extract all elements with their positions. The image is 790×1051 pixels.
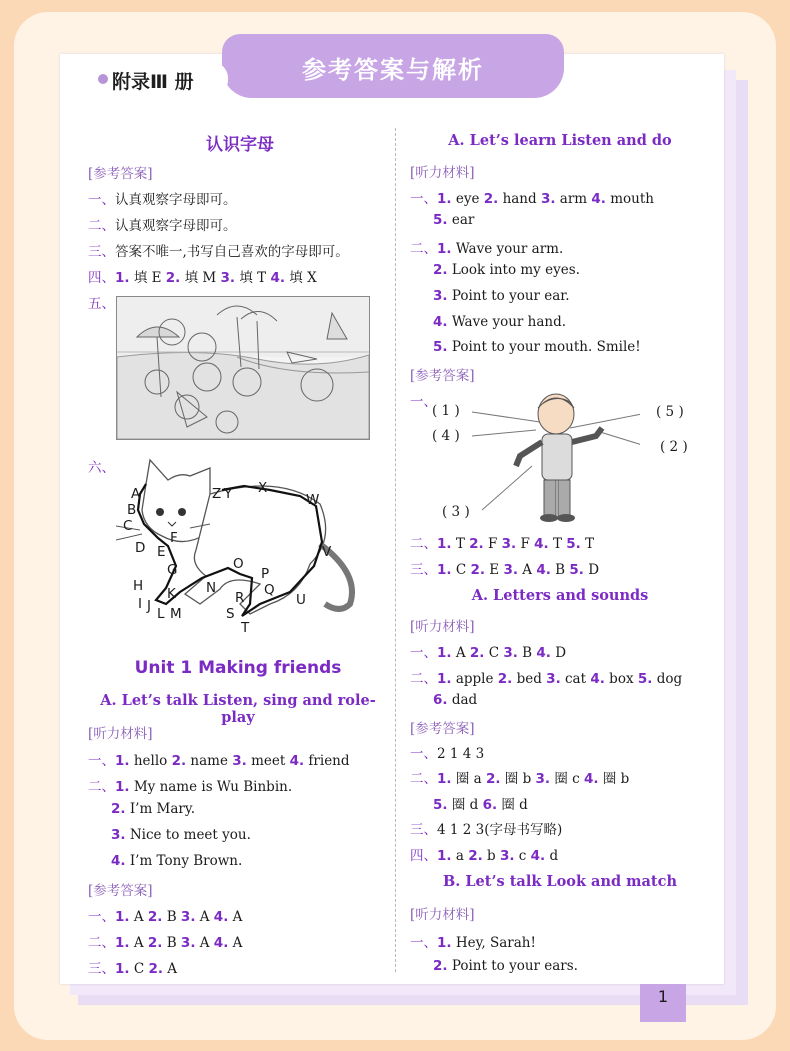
cat-letter-j: J: [147, 598, 151, 614]
label-listen-r3: [听力材料]: [410, 907, 475, 923]
sounds-answer-1: 一、2 1 4 3: [410, 746, 485, 762]
unit1-line-1: 一、1. hello 2. name 3. meet 4. friend: [88, 753, 350, 769]
cat-letter-h: H: [133, 578, 144, 594]
cat-letter-w: W: [306, 492, 320, 508]
match-line-1: 一、1. Hey, Sarah!: [410, 935, 536, 951]
learn-answer-1: 一、: [410, 394, 437, 410]
cat-letter-m: M: [170, 606, 182, 622]
boy-label-1: ( 1 ): [432, 403, 460, 419]
cat-letter-x: X: [258, 480, 268, 496]
answer-line-4: 四、1. 填 E 2. 填 M 3. 填 T 4. 填 X: [88, 270, 317, 286]
sounds-answer-3: 5. 圈 d 6. 圈 d: [433, 797, 528, 813]
sounds-line-2: 二、1. apple 2. bed 3. cat 4. box 5. dog: [410, 671, 683, 687]
label-answer: [参考答案]: [88, 166, 153, 182]
label-listen-r1: [听力材料]: [410, 165, 475, 181]
beach-picture: [117, 297, 369, 439]
unit1-line-4: 3. Nice to meet you.: [111, 827, 251, 843]
learn-line-1: 一、1. eye 2. hand 3. arm 4. mouth: [410, 191, 654, 207]
sounds-line-1: 一、1. A 2. C 3. B 4. D: [410, 645, 567, 661]
boy-label-4: ( 4 ): [432, 428, 460, 444]
learn-line-2: 5. ear: [433, 212, 475, 228]
section-tag: [90, 62, 228, 96]
unit1-answer-3: 三、1. C 2. A: [88, 961, 178, 977]
label-listen-r2: [听力材料]: [410, 619, 475, 635]
cat-letter-e: E: [157, 544, 166, 560]
cat-letter-r: R: [235, 590, 245, 606]
cat-letter-f: F: [170, 530, 178, 546]
cat-letter-u: U: [296, 592, 306, 608]
unit1-line-5: 4. I’m Tony Brown.: [111, 853, 243, 869]
page-title: 参考答案与解析: [302, 56, 484, 84]
heading-letters: 认识字母: [206, 135, 274, 155]
unit1-line-2: 二、1. My name is Wu Binbin.: [88, 779, 293, 795]
tag-dot-icon: [98, 74, 108, 84]
learn-line-6: 4. Wave your hand.: [433, 314, 567, 330]
cat-letter-n: N: [206, 580, 217, 596]
cat-letter-v: V: [322, 544, 332, 560]
boy-label-2: ( 2 ): [660, 439, 688, 455]
beach-illustration: [116, 296, 370, 440]
cat-letter-d: D: [135, 540, 146, 556]
label-answer-r2: [参考答案]: [410, 721, 475, 737]
boy-illustration: [470, 392, 640, 532]
answer-line-6: 六、: [88, 460, 115, 476]
label-listen: [听力材料]: [88, 726, 153, 742]
cat-letter-q: Q: [264, 582, 275, 598]
unit1-answer-2: 二、1. A 2. B 3. A 4. A: [88, 935, 243, 951]
sounds-answer-2: 二、1. 圈 a 2. 圈 b 3. 圈 c 4. 圈 b: [410, 771, 630, 787]
cat-letter-s: S: [226, 606, 235, 622]
title-banner: [222, 34, 564, 98]
subheading-letters-sounds: A. Letters and sounds: [471, 587, 649, 604]
sounds-answer-4: 三、4 1 2 3(字母书写略): [410, 822, 563, 838]
sounds-line-3: 6. dad: [433, 692, 478, 708]
cat-letter-y: Y: [224, 486, 233, 502]
cat-letter-g: G: [167, 562, 178, 578]
cat-letter-z: Z: [212, 486, 222, 502]
cat-letter-a: A: [131, 486, 141, 502]
heading-unit1: Unit 1 Making friends: [134, 658, 342, 678]
learn-line-4: 2. Look into my eyes.: [433, 262, 580, 278]
learn-answer-2: 二、1. T 2. F 3. F 4. T 5. T: [410, 536, 595, 552]
cat-letter-i: I: [138, 596, 142, 612]
cat-letter-t: T: [241, 620, 250, 636]
column-divider: [395, 128, 396, 972]
cat-letter-l: L: [157, 606, 165, 622]
label-answer-r1: [参考答案]: [410, 368, 475, 384]
page-number: 1: [657, 987, 669, 1006]
learn-answer-3: 三、1. C 2. E 3. A 4. B 5. D: [410, 562, 600, 578]
answer-line-5: 五、: [88, 296, 115, 312]
learn-line-7: 5. Point to your mouth. Smile!: [433, 339, 641, 355]
learn-line-3: 二、1. Wave your arm.: [410, 241, 564, 257]
cat-letter-k: K: [167, 586, 176, 602]
cat-letter-c: C: [123, 518, 133, 534]
boy-label-3: ( 3 ): [442, 504, 470, 520]
cat-letter-b: B: [127, 502, 137, 518]
section-tag-text: 附录Ⅲ 册: [112, 71, 194, 93]
sounds-answer-5: 四、1. a 2. b 3. c 4. d: [410, 848, 559, 864]
page-number-tab: [640, 984, 686, 1022]
learn-line-5: 3. Point to your ear.: [433, 288, 570, 304]
unit1-line-3: 2. I’m Mary.: [111, 801, 195, 817]
label-answer-2: [参考答案]: [88, 883, 153, 899]
match-line-2: 2. Point to your ears.: [433, 958, 578, 974]
cat-letter-p: P: [261, 566, 270, 582]
subheading-look-match: B. Let’s talk Look and match: [443, 873, 677, 890]
answer-line-2: 二、认真观察字母即可。: [88, 218, 237, 234]
boy-label-5: ( 5 ): [656, 404, 684, 420]
answer-line-1: 一、认真观察字母即可。: [88, 192, 237, 208]
subheading-lets-talk: A. Let’s talk Listen, sing and role-play: [100, 692, 376, 726]
cat-letter-o: O: [233, 556, 244, 572]
answer-line-3: 三、答案不唯一,书写自己喜欢的字母即可。: [88, 244, 349, 260]
unit1-answer-1: 一、1. A 2. B 3. A 4. A: [88, 909, 243, 925]
subheading-lets-learn: A. Let’s learn Listen and do: [448, 132, 672, 149]
